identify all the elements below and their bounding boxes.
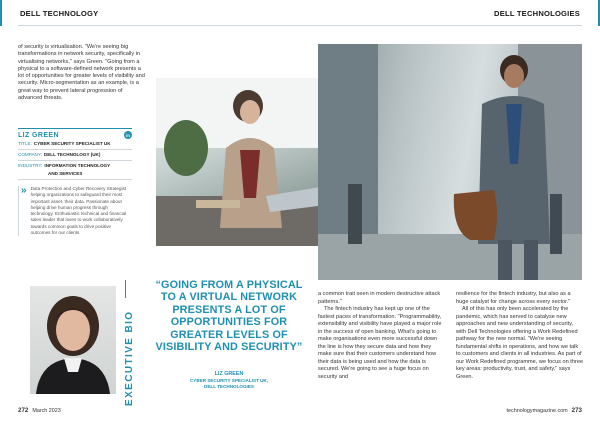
bio-description: Data Protection and Cyber Recovery Strategist helping organizations to safeguard their most important asset, their data. Passionate about helping drive human progress through technology. Enthusiastic technical and financial sales leader that loves to work collaboratively towards common goals to drive positive outcomes for our clients — [30, 186, 127, 236]
header-divider — [18, 25, 582, 26]
photo-man-on-phone-art — [318, 44, 582, 280]
bio-company-label: COMPANY: — [18, 152, 42, 157]
header-left-title: DELL TECHNOLOGY — [20, 8, 99, 18]
page-number-right: 273 — [571, 407, 582, 414]
bio-title-value: CYBER SECURITY SPECIALIST UK — [33, 141, 111, 146]
issue-date: March 2023 — [32, 408, 61, 414]
side-label-rule — [125, 280, 126, 298]
pull-quote-name: LIZ GREEN — [214, 371, 244, 377]
body-column-3 — [318, 291, 446, 381]
bio-title-row — [18, 139, 132, 150]
pull-quote-company: DELL TECHNOLOGIES — [204, 384, 254, 389]
executive-bio-card — [18, 128, 132, 236]
column4-paragraph-2: All of this has only been accelerated by the pandemic, which has served to catalyse new approaches and new understanding of security, with Dell Technologies offering a Work Redefined pathway for the new normal. "We're seeing fundamental shifts in operations, and how we talk to customers and clients in all industries. As part of our Work Redefined programme, we focus on three key areas: productivity, trust, and safety," says Green. — [456, 306, 584, 380]
footer-left — [18, 407, 61, 414]
header-left — [0, 0, 300, 26]
avatar-art — [30, 286, 116, 394]
page-number-left: 272 — [18, 407, 29, 414]
avatar-liz-green — [30, 286, 116, 394]
body-column-4 — [456, 291, 584, 381]
bio-industry-value: INFORMATION TECHNOLOGY — [44, 163, 111, 168]
lede-paragraph: of security is virtualisation. "We're seeing big transformations in network security, specifically in virtualising networks," says Green. "Going from a physical to a software-defined network presents a lot of opportunities for greater levels of visibility and security. Micro-segmentation as an example, is a great way to prevent lateral progression of advanced threats. — [18, 44, 145, 102]
bio-name-row — [18, 128, 132, 139]
column4-paragraph-1: resilience for the fintech industry, but also as a huge catalyst for change across every sector." — [456, 291, 571, 305]
pull-quote-title: CYBER SECURITY SPECIALIST UK, — [189, 378, 269, 383]
bio-company-value: DELL TECHNOLOGY (UK) — [43, 152, 101, 157]
column3-paragraph-2: The fintech industry has kept up one of the fastest paces of transformation. "Programmability, extensibility and visibility have played a major role in the success of open banking. What's going to make organisations even more successful down the line is how they secure data and how they make sure that their customers understand how their data is being used and how the data is secured. We're going to see a huge focus on security and — [318, 306, 442, 380]
footer-right — [507, 407, 582, 414]
header-right — [300, 0, 600, 26]
header-right-title: DELL TECHNOLOGIES — [494, 8, 580, 18]
column3-paragraph-1: a common trait seen in modern destructive attack patterns." — [318, 291, 441, 305]
photo-man-on-phone — [318, 44, 582, 280]
double-chevron-icon: » — [21, 185, 27, 196]
bio-industry-label: INDUSTRY: — [18, 163, 43, 168]
bio-company-row — [18, 150, 132, 161]
bio-industry-row — [18, 161, 132, 171]
bio-title-label: TITLE: — [18, 141, 32, 146]
executive-bio-label: EXECUTIVE BIO — [124, 310, 135, 406]
pull-quote: “GOING FROM A PHYSICAL TO A VIRTUAL NETWORK PRESENTS A LOT OF OPPORTUNITIES FOR GREATER LEVELS OF VISIBILITY AND SECURITY” — [155, 279, 303, 354]
bio-industry-value-2: AND SERVICES — [18, 171, 132, 180]
bio-description-block — [18, 186, 132, 236]
bio-name: LIZ GREEN — [18, 131, 59, 139]
site-url: technologymagazine.com — [506, 408, 568, 414]
linkedin-icon[interactable]: in — [125, 132, 131, 138]
